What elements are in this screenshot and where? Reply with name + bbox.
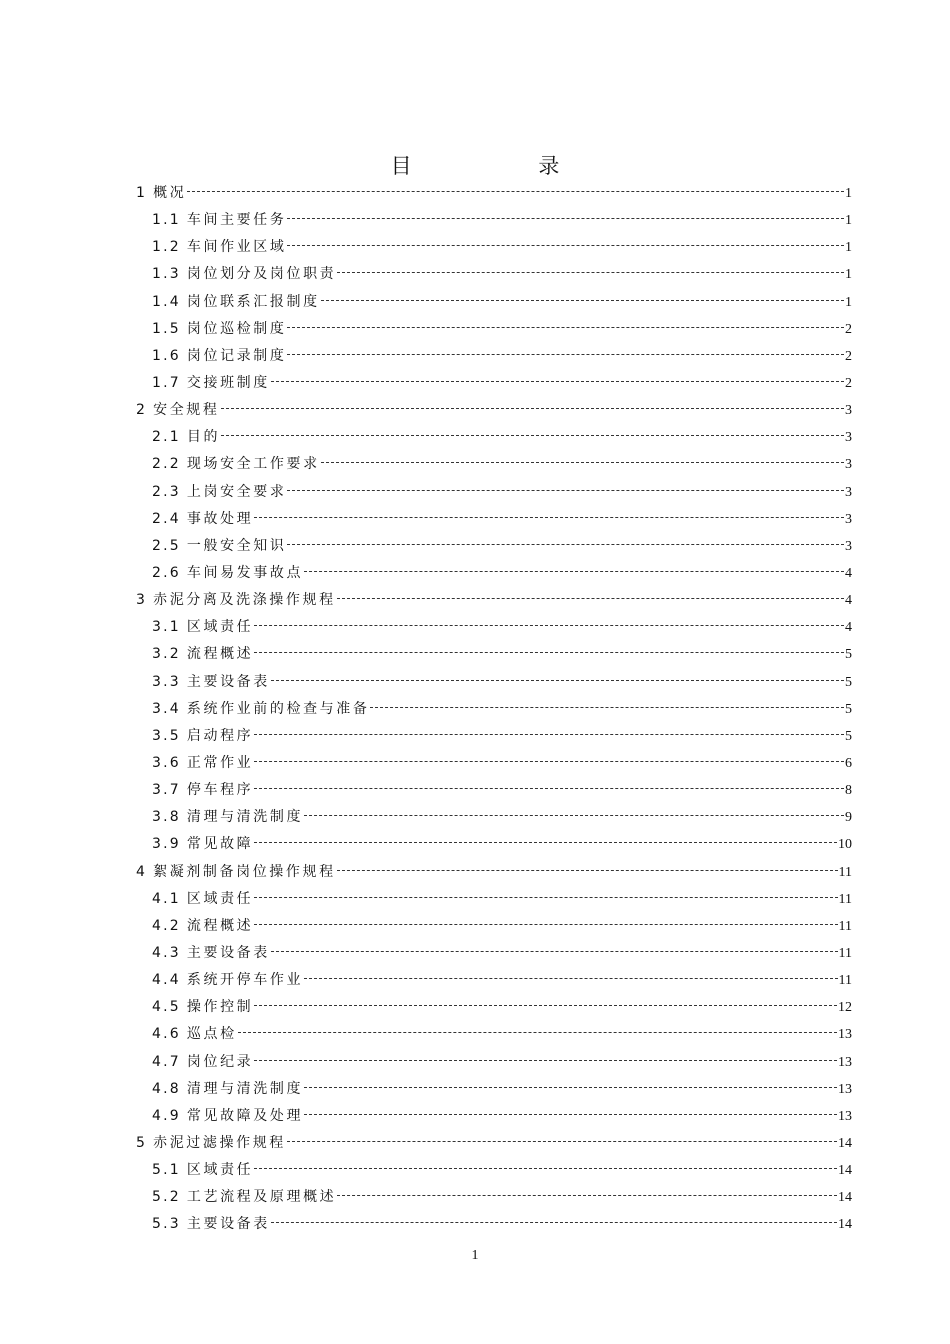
- toc-entry-number: 1: [136, 185, 148, 201]
- toc-leader-dots: [254, 517, 844, 518]
- toc-entry-text: 操作控制: [186, 999, 254, 1016]
- toc-entry-label: [136, 180, 186, 207]
- toc-entry[interactable]: [136, 614, 852, 641]
- toc-entry-number: 1.7: [152, 374, 181, 391]
- toc-entry-text: 巡点检: [186, 1026, 237, 1043]
- toc-entry-text: 流程概述: [186, 917, 254, 934]
- toc-leader-dots: [304, 1114, 837, 1115]
- toc-entry[interactable]: [136, 859, 852, 886]
- toc-entry[interactable]: [136, 451, 852, 478]
- toc-entry[interactable]: [136, 1076, 852, 1103]
- toc-entry-label: [152, 289, 320, 316]
- toc-entry[interactable]: [136, 370, 852, 397]
- toc-entry[interactable]: [136, 750, 852, 777]
- toc-leader-dots: [271, 1222, 837, 1223]
- toc-entry-number: 2.4: [152, 510, 181, 527]
- toc-entry-page: 13: [838, 1054, 852, 1070]
- toc-leader-dots: [287, 544, 844, 545]
- toc-entry-label: [152, 777, 253, 804]
- toc-entry[interactable]: [136, 1021, 852, 1048]
- toc-entry-text: 主要设备表: [186, 673, 270, 690]
- toc-leader-dots: [254, 842, 837, 843]
- toc-entry-label: [152, 886, 253, 913]
- toc-leader-dots: [254, 1060, 837, 1061]
- toc-entry[interactable]: [136, 506, 852, 533]
- toc-entry-text: 停车程序: [186, 782, 254, 799]
- toc-entry[interactable]: [136, 1211, 852, 1238]
- toc-entry[interactable]: [136, 234, 852, 261]
- toc-entry-page: 5: [845, 647, 852, 663]
- toc-entry-number: 1.6: [152, 347, 181, 364]
- toc-leader-dots: [254, 1168, 837, 1169]
- toc-entry-label: [152, 913, 253, 940]
- toc-entry-number: 4: [136, 863, 148, 880]
- toc-entry-label: [152, 750, 253, 777]
- toc-entry-page: 4: [845, 620, 852, 636]
- toc-entry-page: 5: [845, 674, 852, 690]
- toc-entry-text: 车间作业区域: [186, 239, 287, 256]
- toc-leader-dots: [337, 272, 844, 273]
- toc-entry-text: 清理与清洗制度: [186, 809, 304, 826]
- toc-entry[interactable]: [136, 1130, 852, 1157]
- toc-entry-label: [152, 316, 286, 343]
- toc-entry-text: 流程概述: [186, 646, 254, 663]
- toc-leader-dots: [254, 761, 844, 762]
- toc-entry-text: 岗位巡检制度: [186, 320, 287, 337]
- toc-entry-page: 3: [845, 538, 852, 554]
- toc-leader-dots: [287, 354, 844, 355]
- toc-entry-number: 1.4: [152, 293, 181, 310]
- toc-entry[interactable]: [136, 533, 852, 560]
- toc-entry[interactable]: [136, 397, 852, 424]
- toc-entry-page: 8: [845, 783, 852, 799]
- toc-entry-page: 3: [845, 457, 852, 473]
- toc-entry-label: [152, 967, 303, 994]
- toc-entry[interactable]: [136, 424, 852, 451]
- toc-entry-number: 2.3: [152, 483, 181, 500]
- toc-entry-page: 3: [845, 484, 852, 500]
- toc-leader-dots: [370, 707, 844, 708]
- toc-entry-number: 5.2: [152, 1189, 181, 1206]
- toc-entry-label: [152, 506, 253, 533]
- toc-entry-number: 3.7: [152, 782, 181, 799]
- toc-entry-number: 3.8: [152, 809, 181, 826]
- toc-entry-text: 安全规程: [153, 402, 220, 419]
- toc-entry-label: [152, 994, 253, 1021]
- toc-entry-text: 车间主要任务: [186, 212, 287, 229]
- toc-leader-dots: [337, 1195, 837, 1196]
- table-of-contents: [136, 180, 852, 1238]
- toc-leader-dots: [287, 245, 844, 246]
- toc-entry-page: 1: [845, 240, 852, 256]
- toc-entry[interactable]: [136, 207, 852, 234]
- toc-entry[interactable]: [136, 940, 852, 967]
- toc-entry-page: 12: [838, 1000, 852, 1016]
- toc-entry-label: [152, 696, 369, 723]
- toc-leader-dots: [321, 462, 844, 463]
- toc-leader-dots: [304, 571, 844, 572]
- toc-entry-label: [152, 804, 303, 831]
- toc-entry-text: 区域责任: [186, 890, 254, 907]
- toc-entry[interactable]: [136, 479, 852, 506]
- toc-entry[interactable]: [136, 1184, 852, 1211]
- toc-leader-dots: [254, 788, 844, 789]
- toc-entry-number: 2.5: [152, 537, 181, 554]
- toc-entry-text: 概况: [153, 185, 187, 201]
- toc-entry-page: 14: [838, 1217, 852, 1233]
- toc-entry-page: 13: [838, 1081, 852, 1097]
- toc-entry-number: 2.6: [152, 564, 181, 581]
- toc-entry-page: 9: [845, 810, 852, 826]
- toc-entry-page: 2: [845, 348, 852, 364]
- toc-entry[interactable]: [136, 777, 852, 804]
- toc-entry[interactable]: [136, 994, 852, 1021]
- toc-entry-page: 5: [845, 701, 852, 717]
- toc-leader-dots: [271, 951, 838, 952]
- toc-entry-number: 3.6: [152, 754, 181, 771]
- toc-entry-number: 4.7: [152, 1053, 181, 1070]
- toc-entry-page: 1: [845, 294, 852, 310]
- toc-entry-label: [152, 723, 253, 750]
- toc-leader-dots: [254, 625, 844, 626]
- toc-entry-label: [152, 831, 253, 858]
- toc-entry-number: 3.1: [152, 619, 181, 636]
- toc-entry-text: 岗位记录制度: [186, 347, 287, 364]
- toc-entry[interactable]: [136, 669, 852, 696]
- toc-entry-page: 1: [845, 213, 852, 229]
- toc-entry-number: 3.4: [152, 700, 181, 717]
- toc-entry-text: 区域责任: [186, 619, 254, 636]
- toc-entry-number: 4.6: [152, 1026, 181, 1043]
- toc-entry-text: 目的: [186, 429, 221, 446]
- toc-entry-label: [152, 234, 286, 261]
- toc-entry[interactable]: [136, 913, 852, 940]
- toc-entry-number: 4.5: [152, 999, 181, 1016]
- toc-entry-number: 4.2: [152, 917, 181, 934]
- toc-entry-number: 3.9: [152, 836, 181, 853]
- toc-entry-page: 14: [838, 1190, 852, 1206]
- toc-leader-dots: [271, 680, 844, 681]
- toc-entry-number: 4.1: [152, 890, 181, 907]
- toc-entry-label: [152, 343, 286, 370]
- toc-entry-text: 赤泥分离及洗涤操作规程: [153, 592, 336, 609]
- toc-leader-dots: [187, 191, 844, 192]
- toc-entry-number: 3.3: [152, 673, 181, 690]
- toc-entry[interactable]: [136, 696, 852, 723]
- toc-entry-number: 1.2: [152, 239, 181, 256]
- toc-entry-text: 岗位联系汇报制度: [186, 293, 320, 310]
- toc-entry-text: 系统开停车作业: [186, 972, 304, 989]
- toc-entry-number: 5: [136, 1134, 148, 1151]
- toc-leader-dots: [254, 734, 844, 735]
- toc-entry-number: 2.1: [152, 429, 181, 446]
- toc-entry-label: [152, 614, 253, 641]
- toc-entry-page: 3: [845, 430, 852, 446]
- toc-entry[interactable]: [136, 804, 852, 831]
- toc-entry[interactable]: [136, 1103, 852, 1130]
- toc-entry[interactable]: [136, 587, 852, 614]
- toc-entry-text: 絮凝剂制备岗位操作规程: [153, 863, 336, 880]
- toc-entry-text: 工艺流程及原理概述: [186, 1189, 337, 1206]
- toc-entry-label: [136, 1130, 286, 1157]
- toc-entry[interactable]: [136, 886, 852, 913]
- toc-entry-text: 主要设备表: [186, 944, 270, 961]
- toc-entry[interactable]: [136, 560, 852, 587]
- toc-entry-page: 13: [838, 1027, 852, 1043]
- toc-entry-text: 上岗安全要求: [186, 483, 287, 500]
- toc-entry-number: 4.4: [152, 972, 181, 989]
- toc-entry-page: 11: [838, 891, 852, 907]
- toc-entry-page: 10: [838, 837, 852, 853]
- toc-entry-page: 11: [838, 945, 852, 961]
- toc-leader-dots: [254, 652, 844, 653]
- toc-entry-label: [152, 1021, 237, 1048]
- toc-entry-number: 4.8: [152, 1080, 181, 1097]
- toc-entry-text: 正常作业: [186, 754, 254, 771]
- toc-entry-text: 常见故障: [186, 836, 254, 853]
- toc-entry-number: 4.3: [152, 944, 181, 961]
- toc-entry-page: 3: [845, 511, 852, 527]
- toc-leader-dots: [337, 870, 838, 871]
- toc-entry-number: 3.2: [152, 646, 181, 663]
- toc-title: 目 录: [390, 154, 620, 178]
- toc-entry-text: 现场安全工作要求: [186, 456, 320, 473]
- toc-entry[interactable]: [136, 261, 852, 288]
- toc-entry-page: 14: [838, 1135, 852, 1151]
- toc-entry[interactable]: [136, 831, 852, 858]
- toc-entry-label: [152, 533, 286, 560]
- toc-entry-text: 车间易发事故点: [186, 564, 304, 581]
- toc-entry[interactable]: [136, 289, 852, 316]
- toc-entry-label: [136, 859, 336, 886]
- toc-leader-dots: [221, 435, 844, 436]
- toc-entry-page: 1: [845, 186, 852, 201]
- toc-entry-number: 1.1: [152, 212, 181, 229]
- toc-entry-label: [152, 1076, 303, 1103]
- toc-leader-dots: [287, 327, 844, 328]
- toc-entry-page: 6: [845, 755, 852, 771]
- toc-entry-label: [136, 397, 220, 424]
- toc-entry-number: 5.1: [152, 1162, 181, 1179]
- toc-entry-text: 事故处理: [186, 510, 254, 527]
- toc-entry[interactable]: [136, 316, 852, 343]
- toc-leader-dots: [254, 924, 837, 925]
- toc-leader-dots: [321, 300, 844, 301]
- toc-entry-page: 4: [845, 593, 852, 609]
- toc-leader-dots: [304, 815, 844, 816]
- toc-leader-dots: [271, 381, 844, 382]
- toc-leader-dots: [287, 218, 844, 219]
- toc-entry-page: 11: [838, 864, 852, 880]
- toc-entry-label: [152, 1103, 303, 1130]
- toc-entry-page: 5: [845, 728, 852, 744]
- toc-entry-label: [152, 669, 270, 696]
- toc-leader-dots: [337, 598, 844, 599]
- toc-entry-text: 岗位纪录: [186, 1053, 254, 1070]
- toc-entry-label: [136, 587, 336, 614]
- toc-entry-label: [152, 560, 303, 587]
- toc-entry-page: 1: [845, 267, 852, 283]
- toc-entry-text: 一般安全知识: [186, 537, 287, 554]
- toc-leader-dots: [304, 1087, 837, 1088]
- toc-entry-label: [152, 1157, 253, 1184]
- toc-leader-dots: [304, 978, 837, 979]
- toc-entry[interactable]: [136, 1157, 852, 1184]
- toc-entry-label: [152, 479, 286, 506]
- toc-leader-dots: [254, 897, 837, 898]
- toc-entry-page: 14: [838, 1163, 852, 1179]
- toc-leader-dots: [287, 490, 844, 491]
- toc-entry-text: 清理与清洗制度: [186, 1080, 304, 1097]
- toc-entry-number: 1.3: [152, 266, 181, 283]
- toc-entry-label: [152, 370, 270, 397]
- toc-entry-number: 5.3: [152, 1216, 181, 1233]
- toc-entry-text: 岗位划分及岗位职责: [186, 266, 337, 283]
- toc-entry-label: [152, 424, 220, 451]
- toc-entry-label: [152, 641, 253, 668]
- toc-entry-text: 区域责任: [186, 1162, 254, 1179]
- toc-entry-page: 11: [838, 973, 852, 989]
- toc-leader-dots: [287, 1141, 837, 1142]
- toc-entry-text: 交接班制度: [186, 374, 270, 391]
- toc-entry-label: [152, 940, 270, 967]
- toc-entry-text: 主要设备表: [186, 1216, 270, 1233]
- toc-entry-label: [152, 1184, 336, 1211]
- toc-entry[interactable]: [136, 723, 852, 750]
- toc-entry-label: [152, 207, 286, 234]
- toc-entry-text: 常见故障及处理: [186, 1107, 304, 1124]
- toc-entry-number: 3.5: [152, 727, 181, 744]
- toc-entry[interactable]: [136, 967, 852, 994]
- toc-entry-label: [152, 1049, 253, 1076]
- toc-entry-page: 11: [838, 918, 852, 934]
- toc-entry-text: 启动程序: [186, 727, 254, 744]
- toc-entry-number: 2.2: [152, 456, 181, 473]
- toc-entry-number: 3: [136, 592, 148, 609]
- toc-entry[interactable]: [136, 641, 852, 668]
- toc-entry-label: [152, 1211, 270, 1238]
- toc-entry-text: 系统作业前的检查与准备: [186, 700, 370, 717]
- toc-entry-number: 1.5: [152, 320, 181, 337]
- toc-entry[interactable]: [136, 180, 852, 207]
- toc-entry-text: 赤泥过滤操作规程: [153, 1134, 286, 1151]
- toc-entry-page: 13: [838, 1108, 852, 1124]
- toc-entry[interactable]: [136, 1049, 852, 1076]
- toc-entry-page: 3: [845, 403, 852, 419]
- toc-entry-page: 2: [845, 375, 852, 391]
- toc-entry-label: [152, 261, 336, 288]
- toc-entry-number: 4.9: [152, 1107, 181, 1124]
- page-number: 1: [471, 1248, 479, 1263]
- toc-entry-number: 2: [136, 402, 148, 419]
- toc-leader-dots: [254, 1005, 837, 1006]
- toc-entry-page: 4: [845, 565, 852, 581]
- toc-leader-dots: [221, 408, 844, 409]
- toc-leader-dots: [238, 1032, 837, 1033]
- toc-entry-label: [152, 451, 320, 478]
- toc-entry-page: 2: [845, 321, 852, 337]
- toc-entry[interactable]: [136, 343, 852, 370]
